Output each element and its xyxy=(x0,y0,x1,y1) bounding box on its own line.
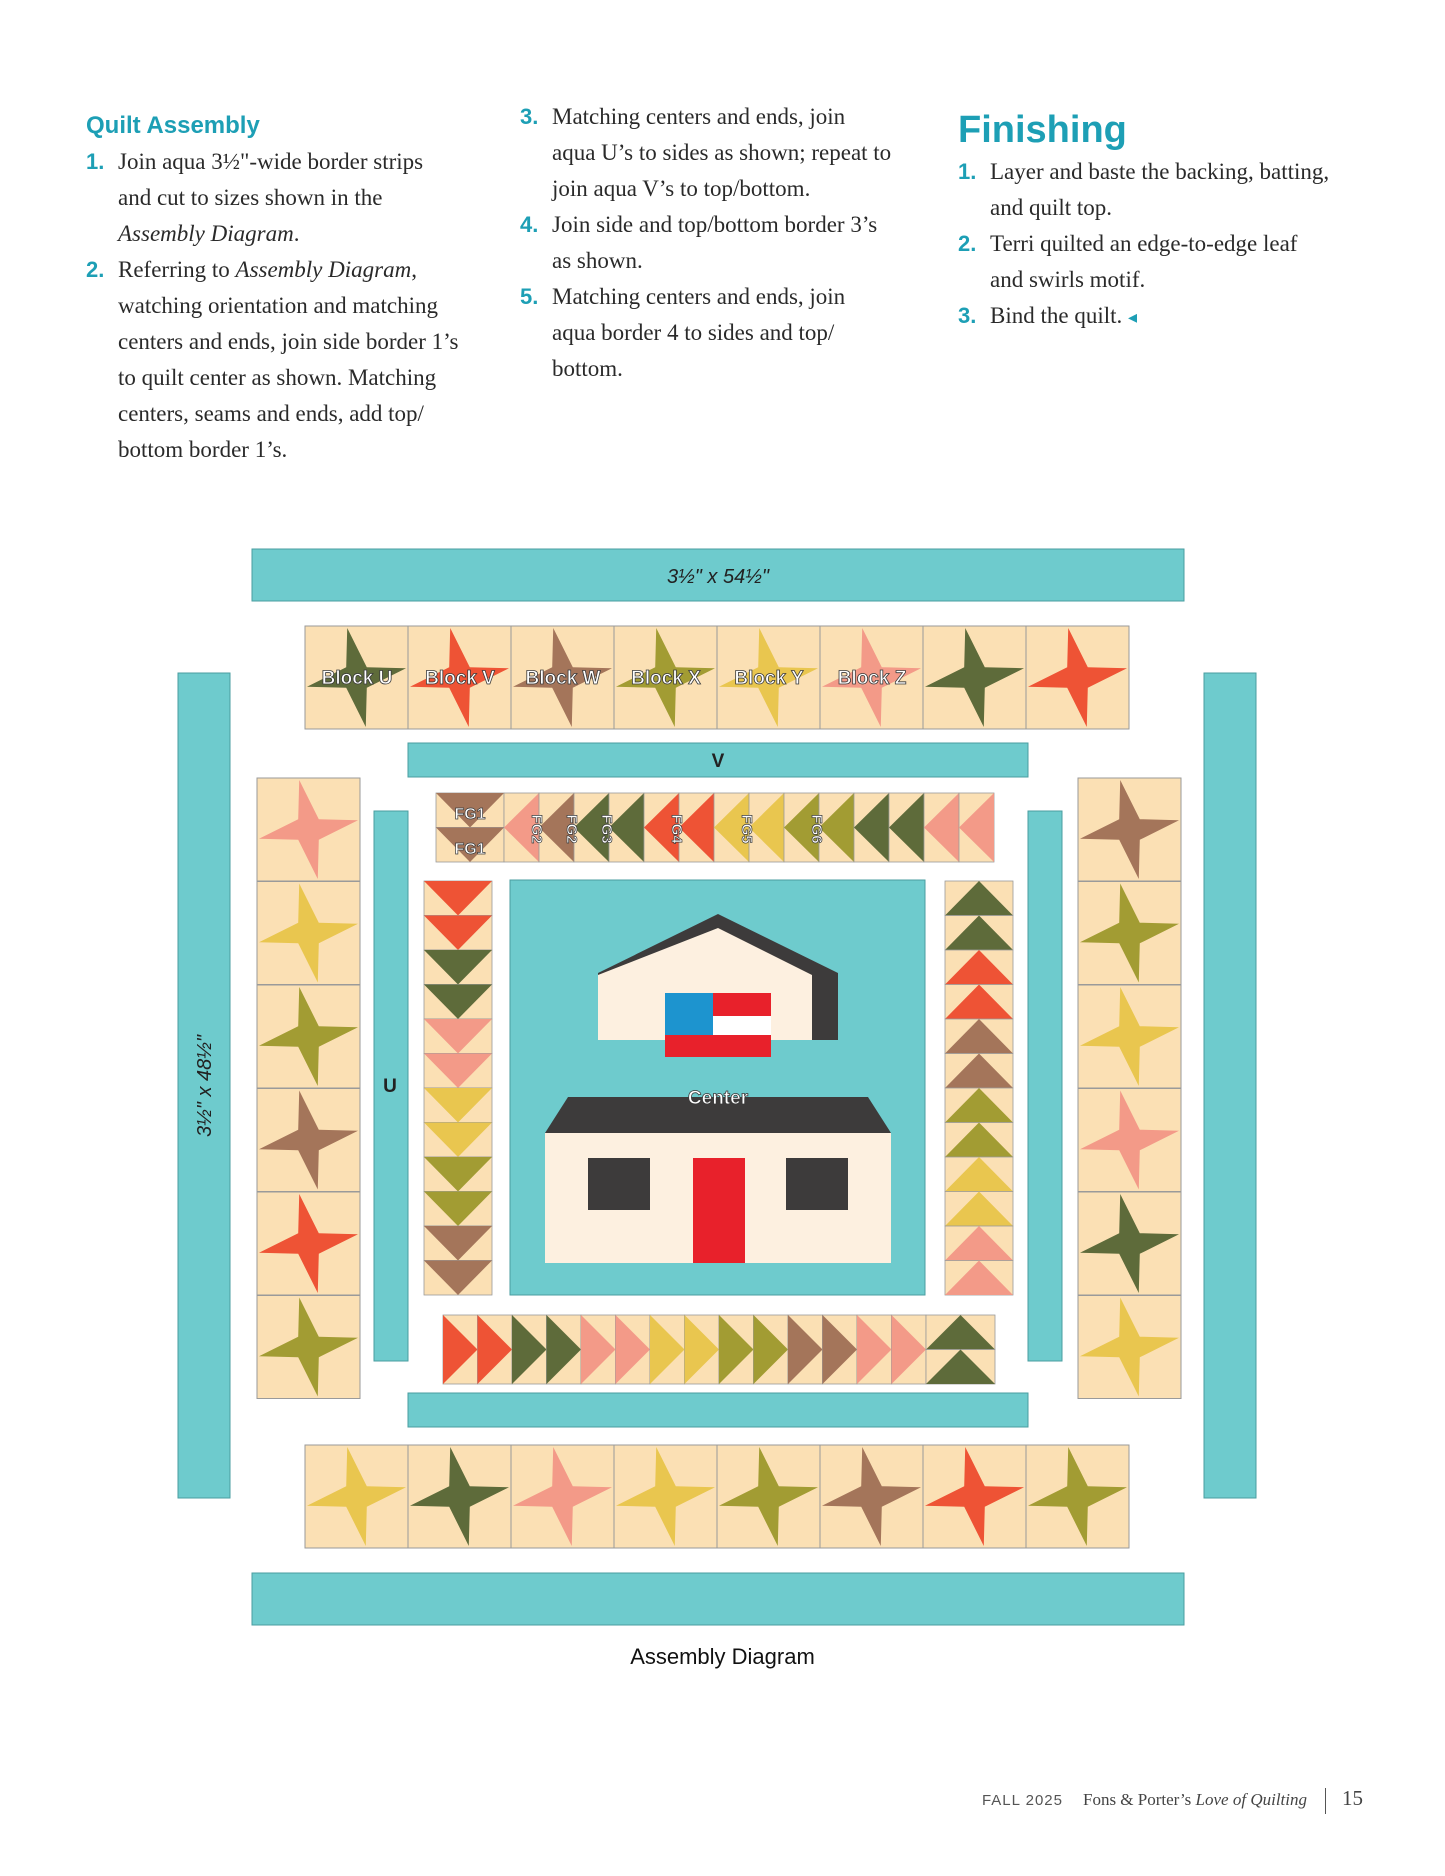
right-border-4-strip xyxy=(1204,673,1256,1498)
goose-left-column xyxy=(424,1226,492,1261)
fg3-label: FG3 xyxy=(598,814,615,844)
goose-right-column xyxy=(945,1123,1013,1158)
u-label: U xyxy=(383,1076,397,1097)
goose-left-column xyxy=(424,950,492,985)
fg2-label-a: FG2 xyxy=(528,814,545,844)
block-z-label: Block Z xyxy=(837,668,907,689)
goose-bottom-row xyxy=(512,1315,547,1384)
goose-bottom-row xyxy=(892,1315,927,1384)
finishing-step-2: 2. Terri quilted an edge-to-edge leaf and swirls motif. xyxy=(958,231,1298,292)
goose-left-column xyxy=(424,1019,492,1054)
goose-bottom-row xyxy=(685,1315,720,1384)
v-strip-bottom xyxy=(408,1393,1028,1427)
footer-publication: Fons & Porter’s Love of Quilting xyxy=(1082,1790,1307,1809)
fg2-label-b: FG2 xyxy=(563,814,580,844)
finishing-step-1: 1. Layer and baste the backing, batting, and quilt top. xyxy=(958,159,1330,220)
goose-bottom-row xyxy=(650,1315,685,1384)
goose-right-column xyxy=(945,985,1013,1020)
page-footer xyxy=(982,1786,1363,1814)
bottom-border-4-strip xyxy=(252,1573,1184,1625)
goose-bottom-row xyxy=(788,1315,823,1384)
goose-bottom-row xyxy=(823,1315,858,1384)
left-star-block xyxy=(257,1192,360,1295)
block-v-label: Block V xyxy=(425,668,495,689)
top-star-block xyxy=(1026,626,1129,729)
assembly-step-2: 2. Referring to Assembly Diagram, watching orientation and matching centers and ends, join side border 1’s to quilt center as shown. Matching centers, seams and ends, add top/ bottom border 1’s. xyxy=(86,252,506,468)
goose-bottom-row xyxy=(547,1315,582,1384)
left-star-block xyxy=(257,778,360,881)
bottom-star-block xyxy=(305,1445,408,1548)
goose-left-column xyxy=(424,881,492,916)
goose-bottom-end xyxy=(926,1350,995,1385)
goose-right-column xyxy=(945,881,1013,916)
block-u-label: Block U xyxy=(321,668,393,689)
goose-left-column xyxy=(424,1054,492,1089)
goose-bottom-row xyxy=(616,1315,651,1384)
fg1-label-a: FG1 xyxy=(454,806,486,823)
quilt-assembly-heading: Quilt Assembly xyxy=(86,112,260,139)
fg6-label: FG6 xyxy=(808,814,825,844)
center-label: Center xyxy=(687,1088,749,1109)
goose-left-column xyxy=(424,916,492,951)
goose-bottom-row xyxy=(719,1315,754,1384)
left-star-block xyxy=(257,882,360,985)
assembly-step-3: 3. Matching centers and ends, join aqua U’s to sides as shown; repeat to join aqua V’s to top/bottom. xyxy=(520,104,892,201)
left-star-block xyxy=(257,985,360,1088)
goose-top-row xyxy=(959,793,994,862)
goose-bottom-row xyxy=(478,1315,513,1384)
goose-left-column xyxy=(424,1123,492,1158)
goose-top-row xyxy=(924,793,959,862)
bottom-star-block xyxy=(717,1445,820,1548)
fg4-label: FG4 xyxy=(668,814,685,844)
assembly-step-5: 5. Matching centers and ends, join aqua border 4 to sides and top/ bottom. xyxy=(520,284,846,381)
left-star-block xyxy=(257,1296,360,1399)
goose-left-column xyxy=(424,1088,492,1123)
goose-right-column xyxy=(945,1261,1013,1296)
fg1-label-b: FG1 xyxy=(454,841,486,858)
goose-bottom-row xyxy=(581,1315,616,1384)
step-number: 1. xyxy=(86,149,105,174)
step-number: 2. xyxy=(86,257,105,282)
left-star-block xyxy=(257,1089,360,1192)
diagram-caption: Assembly Diagram xyxy=(630,1644,815,1669)
block-w-label: Block W xyxy=(525,668,601,689)
goose-right-column xyxy=(945,950,1013,985)
goose-right-column xyxy=(945,1192,1013,1227)
footer-season: FALL 2025 xyxy=(981,1792,1063,1809)
goose-left-column xyxy=(424,1261,492,1296)
bottom-star-block xyxy=(408,1445,511,1548)
side-strip-label: 3½" x 48½" xyxy=(194,1034,216,1138)
goose-left-column xyxy=(424,1192,492,1227)
v-label: V xyxy=(711,751,725,772)
bottom-star-block xyxy=(1026,1445,1129,1548)
top-strip-label: 3½" x 54½" xyxy=(666,566,770,588)
goose-bottom-end xyxy=(926,1315,995,1350)
page-number: 15 xyxy=(1342,1786,1363,1810)
goose-right-column xyxy=(945,1088,1013,1123)
goose-top-row xyxy=(854,793,889,862)
block-x-label: Block X xyxy=(631,668,701,689)
center-house-block xyxy=(510,880,925,1295)
end-mark-icon: ◂ xyxy=(1128,307,1138,327)
right-star-block xyxy=(1078,985,1181,1088)
goose-bottom-row xyxy=(754,1315,789,1384)
goose-top-row xyxy=(889,793,924,862)
right-star-block xyxy=(1078,1192,1181,1295)
block-y-label: Block Y xyxy=(734,668,804,689)
goose-right-column xyxy=(945,1019,1013,1054)
bottom-star-block xyxy=(511,1445,614,1548)
goose-bottom-row xyxy=(443,1315,478,1384)
goose-right-column xyxy=(945,1157,1013,1192)
bottom-star-block xyxy=(614,1445,717,1548)
goose-left-column xyxy=(424,985,492,1020)
right-star-block xyxy=(1078,1296,1181,1399)
bottom-star-block xyxy=(820,1445,923,1548)
footer-divider xyxy=(1325,1788,1326,1814)
finishing-step-3: 3. Bind the quilt. ◂ xyxy=(958,303,1138,328)
u-strip-right xyxy=(1028,811,1062,1361)
fg5-label: FG5 xyxy=(738,814,755,844)
right-star-block xyxy=(1078,1089,1181,1192)
goose-right-column xyxy=(945,1054,1013,1089)
finishing-heading: Finishing xyxy=(958,109,1127,151)
goose-right-column xyxy=(945,916,1013,951)
assembly-step-4: 4. Join side and top/bottom border 3’s as shown. xyxy=(520,212,878,273)
goose-right-column xyxy=(945,1226,1013,1261)
bottom-star-block xyxy=(923,1445,1026,1548)
goose-bottom-row xyxy=(857,1315,892,1384)
right-star-block xyxy=(1078,778,1181,881)
top-star-block xyxy=(923,626,1026,729)
assembly-step-1: 1. Join aqua 3½"-wide border strips and cut to sizes shown in the Assembly Diagram. xyxy=(86,144,506,252)
right-star-block xyxy=(1078,882,1181,985)
goose-left-column xyxy=(424,1157,492,1192)
